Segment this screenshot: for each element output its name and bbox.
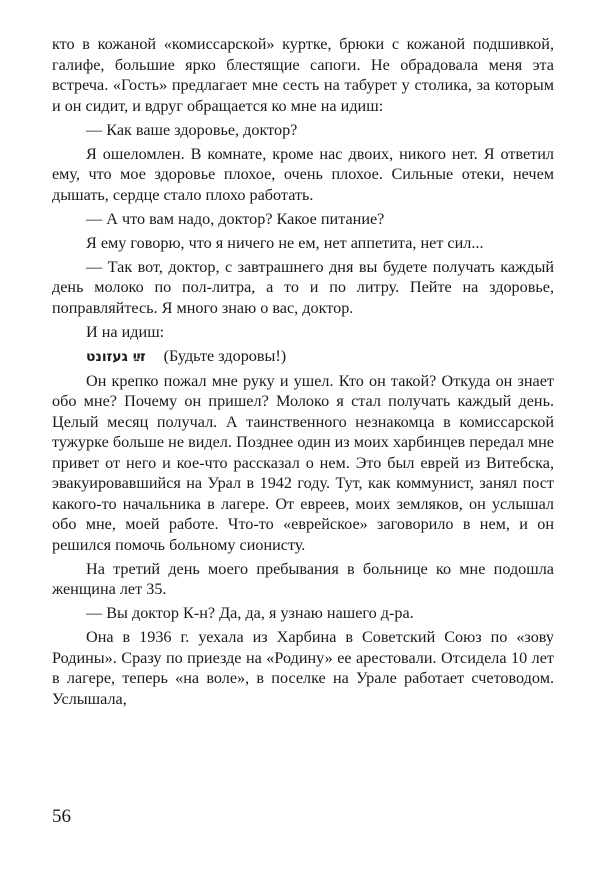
paragraph-no-appetite: Я ему говорю, что я ничего не ем, нет аппетита, нет сил... (86, 233, 484, 252)
body-text (52, 34, 554, 709)
paragraph-commissar-description: кто в кожаной «комиссарской» куртке, брюки с кожаной подшивкой, галифе, большие ярко блестящие сапоги. Не обрадовала меня эта встреча. «Гость» предлагает мне сесть на табурет у столика, за которым и он сидит, и вдруг обращается ко мне на идиш: (52, 35, 554, 115)
paragraph-mysterious-stranger: Он крепко пожал мне руку и ушел. Кто он такой? Откуда он знает обо мне? Почему он пришел? Молоко я стал получать каждый день. Целый месяц получал. А таинственного незнакомца в комиссарской тужурке больше не видел. Позднее один из моих харбинцев передал мне привет от него и кое-что рассказал о нем. Это был еврей из Витебска, эвакуировавшийся на Урал в 1942 году. Тут, как коммунист, занял пост какого-то начальника в лагере. От евреев, моих земляков, он услышал обо мне, моей работе. Что-то «еврейское» заговорило в нем, и он решился помочь больному сионисту. (52, 371, 554, 554)
yiddish-phrase: זײַ געזונט (86, 348, 146, 365)
page-number: 56 (52, 806, 71, 827)
paragraph-woman-story: Она в 1936 г. уехала из Харбина в Советский Союз по «зову Родины». Сразу по приезде на «Родину» ее арестовали. Отсидела 10 лет в лагере, теперь «на воле», в поселке на Урале работает счетоводом. Услышала, (52, 628, 554, 708)
yiddish-greeting-line (86, 346, 554, 368)
dialog-milk-promise: — Так вот, доктор, с завтрашнего дня вы будете получать каждый день молоко по пол-литра, а то и по литру. Пейте на здоровье, поправляйтесь. Я много знаю о вас, доктор. (52, 257, 554, 317)
paragraph-third-day: На третий день моего пребывания в больнице ко мне подошла женщина лет 35. (52, 559, 554, 598)
paragraph-stunned: Я ошеломлен. В комнате, кроме нас двоих, никого нет. Я ответил ему, что мое здоровье плохое, очень плохое. Сильные отеки, нечем дышать, сердце стало плохо работать. (52, 144, 554, 204)
yiddish-translation: (Будьте здоровы!) (163, 346, 287, 365)
dialog-how-is-health: — Как ваше здоровье, доктор? (86, 120, 298, 139)
paragraph-in-yiddish: И на идиш: (86, 322, 165, 341)
dialog-are-you-doctor: — Вы доктор К-н? Да, да, я узнаю нашего д-ра. (86, 604, 414, 622)
dialog-what-do-you-need: — А что вам надо, доктор? Какое питание? (86, 209, 385, 228)
